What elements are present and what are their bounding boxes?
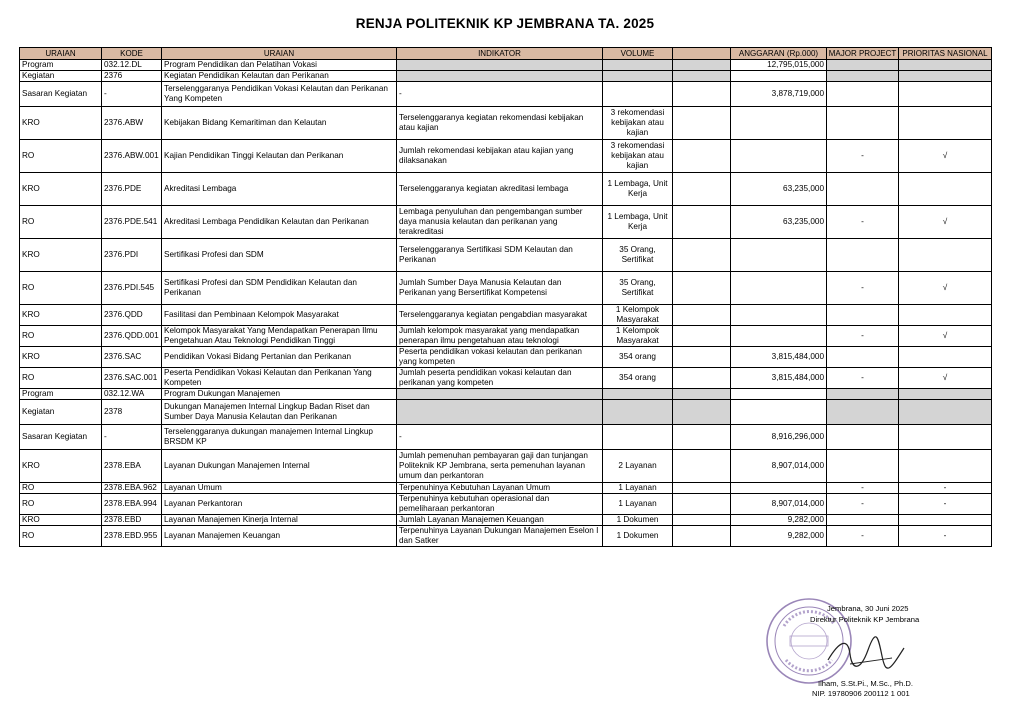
cell-anggaran: 3,815,484,000 bbox=[731, 347, 827, 368]
cell-jenis: KRO bbox=[20, 515, 102, 526]
col-header bbox=[673, 48, 731, 60]
col-header: KODE bbox=[102, 48, 162, 60]
cell-prioritas: √ bbox=[899, 326, 992, 347]
col-header: PRIORITAS NASIONAL bbox=[899, 48, 992, 60]
cell-kode: 2376.SAC bbox=[102, 347, 162, 368]
cell-uraian: Kelompok Masyarakat Yang Mendapatkan Penerapan Ilmu Pengetahuan Atau Teknologi Pendidikan Tinggi bbox=[162, 326, 397, 347]
signature-position: Direktur Politeknik KP Jembrana bbox=[810, 615, 920, 624]
cell-blank bbox=[673, 368, 731, 389]
cell-blank bbox=[673, 107, 731, 140]
cell-jenis: RO bbox=[20, 140, 102, 173]
cell-jenis: KRO bbox=[20, 239, 102, 272]
cell-major bbox=[827, 305, 899, 326]
cell-kode: 2378 bbox=[102, 400, 162, 425]
cell-anggaran: 9,282,000 bbox=[731, 526, 827, 547]
cell-major: - bbox=[827, 494, 899, 515]
cell-prioritas bbox=[899, 305, 992, 326]
cell-major: - bbox=[827, 368, 899, 389]
cell-anggaran bbox=[731, 71, 827, 82]
cell-uraian: Akreditasi Lembaga Pendidikan Kelautan dan Perikanan bbox=[162, 206, 397, 239]
cell-blank bbox=[673, 272, 731, 305]
cell-kode: 2376.PDE bbox=[102, 173, 162, 206]
cell-indikator bbox=[397, 71, 603, 82]
cell-blank bbox=[673, 347, 731, 368]
cell-indikator: Jumlah Sumber Daya Manusia Kelautan dan Perikanan yang Bersertifikat Kompetensi bbox=[397, 272, 603, 305]
cell-prioritas: √ bbox=[899, 368, 992, 389]
cell-kode: 2376 bbox=[102, 71, 162, 82]
cell-blank bbox=[673, 483, 731, 494]
cell-volume: 1 Layanan bbox=[603, 483, 673, 494]
cell-jenis: RO bbox=[20, 326, 102, 347]
cell-major: - bbox=[827, 526, 899, 547]
cell-anggaran: 63,235,000 bbox=[731, 206, 827, 239]
cell-anggaran bbox=[731, 107, 827, 140]
cell-anggaran bbox=[731, 140, 827, 173]
cell-uraian: Kajian Pendidikan Tinggi Kelautan dan Perikanan bbox=[162, 140, 397, 173]
cell-volume bbox=[603, 60, 673, 71]
cell-jenis: RO bbox=[20, 483, 102, 494]
cell-kode: 2376.ABW bbox=[102, 107, 162, 140]
cell-blank bbox=[673, 239, 731, 272]
cell-prioritas: - bbox=[899, 483, 992, 494]
cell-jenis: RO bbox=[20, 368, 102, 389]
cell-major bbox=[827, 71, 899, 82]
cell-volume bbox=[603, 400, 673, 425]
cell-major bbox=[827, 400, 899, 425]
cell-indikator: Terselenggaranya kegiatan rekomendasi kebijakan atau kajian bbox=[397, 107, 603, 140]
table-row bbox=[20, 107, 992, 140]
table-row bbox=[20, 272, 992, 305]
cell-indikator: Lembaga penyuluhan dan pengembangan sumber daya manusia kelautan dan perikanan yang terakreditasi bbox=[397, 206, 603, 239]
cell-blank bbox=[673, 206, 731, 239]
cell-blank bbox=[673, 515, 731, 526]
table-body bbox=[20, 60, 992, 547]
cell-uraian: Layanan Dukungan Manajemen Internal bbox=[162, 450, 397, 483]
cell-uraian: Program Dukungan Manajemen bbox=[162, 389, 397, 400]
signature-date: Jembrana, 30 Juni 2025 bbox=[827, 604, 909, 613]
cell-uraian: Peserta Pendidikan Vokasi Kelautan dan Perikanan Yang Kompeten bbox=[162, 368, 397, 389]
table-row bbox=[20, 140, 992, 173]
cell-kode: - bbox=[102, 425, 162, 450]
col-header: URAIAN bbox=[20, 48, 102, 60]
cell-blank bbox=[673, 82, 731, 107]
cell-jenis: KRO bbox=[20, 107, 102, 140]
cell-uraian: Kebijakan Bidang Kemaritiman dan Kelautan bbox=[162, 107, 397, 140]
cell-major bbox=[827, 173, 899, 206]
cell-prioritas: √ bbox=[899, 206, 992, 239]
document-title: RENJA POLITEKNIK KP JEMBRANA TA. 2025 bbox=[355, 16, 655, 31]
table-row bbox=[20, 239, 992, 272]
cell-jenis: RO bbox=[20, 526, 102, 547]
cell-prioritas bbox=[899, 347, 992, 368]
cell-prioritas: - bbox=[899, 494, 992, 515]
cell-uraian: Terselenggaranya dukungan manajemen Internal Lingkup BRSDM KP bbox=[162, 425, 397, 450]
cell-kode: 2376.ABW.001 bbox=[102, 140, 162, 173]
cell-blank bbox=[673, 173, 731, 206]
cell-volume: 1 Dokumen bbox=[603, 515, 673, 526]
table-row bbox=[20, 206, 992, 239]
cell-volume: 3 rekomendasi kebijakan atau kajian bbox=[603, 107, 673, 140]
handwritten-signature bbox=[820, 630, 910, 680]
table-row bbox=[20, 483, 992, 494]
cell-indikator: - bbox=[397, 425, 603, 450]
cell-anggaran: 12,795,015,000 bbox=[731, 60, 827, 71]
cell-blank bbox=[673, 526, 731, 547]
cell-kode: 032.12.WA bbox=[102, 389, 162, 400]
table-row bbox=[20, 400, 992, 425]
cell-uraian: Fasilitasi dan Pembinaan Kelompok Masyarakat bbox=[162, 305, 397, 326]
cell-anggaran: 3,878,719,000 bbox=[731, 82, 827, 107]
cell-major bbox=[827, 82, 899, 107]
cell-anggaran bbox=[731, 239, 827, 272]
cell-major bbox=[827, 515, 899, 526]
cell-jenis: RO bbox=[20, 272, 102, 305]
cell-indikator: Peserta pendidikan vokasi kelautan dan perikanan yang kompeten bbox=[397, 347, 603, 368]
cell-anggaran bbox=[731, 483, 827, 494]
cell-prioritas: - bbox=[899, 526, 992, 547]
cell-major bbox=[827, 389, 899, 400]
cell-major bbox=[827, 450, 899, 483]
cell-jenis: KRO bbox=[20, 347, 102, 368]
cell-prioritas bbox=[899, 173, 992, 206]
cell-blank bbox=[673, 494, 731, 515]
cell-major: - bbox=[827, 206, 899, 239]
cell-anggaran bbox=[731, 272, 827, 305]
cell-blank bbox=[673, 326, 731, 347]
cell-uraian: Layanan Umum bbox=[162, 483, 397, 494]
cell-anggaran: 9,282,000 bbox=[731, 515, 827, 526]
cell-jenis: RO bbox=[20, 206, 102, 239]
signature-block bbox=[760, 588, 1005, 708]
cell-kode: 2376.PDI.545 bbox=[102, 272, 162, 305]
cell-indikator bbox=[397, 400, 603, 425]
cell-jenis: Kegiatan bbox=[20, 71, 102, 82]
cell-prioritas: √ bbox=[899, 140, 992, 173]
cell-jenis: Sasaran Kegiatan bbox=[20, 82, 102, 107]
cell-kode: - bbox=[102, 82, 162, 107]
cell-uraian: Sertifikasi Profesi dan SDM bbox=[162, 239, 397, 272]
table-row bbox=[20, 82, 992, 107]
cell-blank bbox=[673, 389, 731, 400]
cell-prioritas bbox=[899, 82, 992, 107]
table-row bbox=[20, 425, 992, 450]
cell-uraian: Akreditasi Lembaga bbox=[162, 173, 397, 206]
cell-prioritas bbox=[899, 400, 992, 425]
cell-prioritas bbox=[899, 450, 992, 483]
cell-jenis: Program bbox=[20, 60, 102, 71]
cell-kode: 2376.QDD bbox=[102, 305, 162, 326]
cell-uraian: Kegiatan Pendidikan Kelautan dan Perikanan bbox=[162, 71, 397, 82]
col-header: INDIKATOR bbox=[397, 48, 603, 60]
cell-uraian: Dukungan Manajemen Internal Lingkup Badan Riset dan Sumber Daya Manusia Kelautan dan Perikanan bbox=[162, 400, 397, 425]
cell-anggaran: 3,815,484,000 bbox=[731, 368, 827, 389]
cell-anggaran: 63,235,000 bbox=[731, 173, 827, 206]
cell-anggaran: 8,907,014,000 bbox=[731, 494, 827, 515]
cell-kode: 2378.EBD.955 bbox=[102, 526, 162, 547]
table-row bbox=[20, 71, 992, 82]
cell-indikator: Terpenuhinya kebutuhan operasional dan pemeliharaan perkantoran bbox=[397, 494, 603, 515]
cell-jenis: RO bbox=[20, 494, 102, 515]
cell-uraian: Pendidikan Vokasi Bidang Pertanian dan Perikanan bbox=[162, 347, 397, 368]
cell-anggaran: 8,907,014,000 bbox=[731, 450, 827, 483]
cell-volume: 1 Lembaga, Unit Kerja bbox=[603, 173, 673, 206]
cell-major bbox=[827, 347, 899, 368]
cell-uraian: Layanan Manajemen Kinerja Internal bbox=[162, 515, 397, 526]
cell-volume: 1 Lembaga, Unit Kerja bbox=[603, 206, 673, 239]
cell-blank bbox=[673, 60, 731, 71]
cell-indikator: - bbox=[397, 82, 603, 107]
cell-indikator: Jumlah peserta pendidikan vokasi kelautan dan perikanan yang kompeten bbox=[397, 368, 603, 389]
table-row bbox=[20, 60, 992, 71]
cell-indikator bbox=[397, 389, 603, 400]
cell-kode: 032.12.DL bbox=[102, 60, 162, 71]
cell-volume: 1 Layanan bbox=[603, 494, 673, 515]
col-header: ANGGARAN (Rp.000) bbox=[731, 48, 827, 60]
col-header: VOLUME bbox=[603, 48, 673, 60]
cell-prioritas bbox=[899, 389, 992, 400]
cell-indikator bbox=[397, 60, 603, 71]
cell-volume: 1 Kelompok Masyarakat bbox=[603, 326, 673, 347]
cell-volume: 1 Dokumen bbox=[603, 526, 673, 547]
cell-anggaran: 8,916,296,000 bbox=[731, 425, 827, 450]
cell-jenis: KRO bbox=[20, 173, 102, 206]
cell-blank bbox=[673, 140, 731, 173]
cell-jenis: KRO bbox=[20, 450, 102, 483]
renja-table bbox=[19, 47, 992, 547]
cell-major: - bbox=[827, 483, 899, 494]
cell-prioritas bbox=[899, 107, 992, 140]
cell-kode: 2378.EBD bbox=[102, 515, 162, 526]
cell-indikator: Terpenuhinya Kebutuhan Layanan Umum bbox=[397, 483, 603, 494]
cell-anggaran bbox=[731, 389, 827, 400]
cell-volume bbox=[603, 389, 673, 400]
cell-blank bbox=[673, 71, 731, 82]
cell-major bbox=[827, 425, 899, 450]
table-row bbox=[20, 173, 992, 206]
cell-uraian: Sertifikasi Profesi dan SDM Pendidikan Kelautan dan Perikanan bbox=[162, 272, 397, 305]
cell-kode: 2376.PDI bbox=[102, 239, 162, 272]
header-row bbox=[20, 48, 992, 60]
cell-major: - bbox=[827, 140, 899, 173]
cell-kode: 2376.SAC.001 bbox=[102, 368, 162, 389]
signature-nip: NIP. 19780906 200112 1 001 bbox=[812, 689, 910, 698]
cell-anggaran bbox=[731, 305, 827, 326]
cell-indikator: Jumlah pemenuhan pembayaran gaji dan tunjangan Politeknik KP Jembrana, serta pemenuhan layanan umum dan perkantoran bbox=[397, 450, 603, 483]
cell-major: - bbox=[827, 326, 899, 347]
cell-volume bbox=[603, 425, 673, 450]
cell-volume: 1 Kelompok Masyarakat bbox=[603, 305, 673, 326]
cell-volume: 354 orang bbox=[603, 347, 673, 368]
cell-blank bbox=[673, 425, 731, 450]
cell-major: - bbox=[827, 272, 899, 305]
cell-prioritas bbox=[899, 60, 992, 71]
cell-kode: 2376.PDE.541 bbox=[102, 206, 162, 239]
table-row bbox=[20, 526, 992, 547]
cell-major bbox=[827, 239, 899, 272]
cell-uraian: Layanan Manajemen Keuangan bbox=[162, 526, 397, 547]
cell-indikator: Terselenggaranya kegiatan pengabdian masyarakat bbox=[397, 305, 603, 326]
cell-volume: 3 rekomendasi kebijakan atau kajian bbox=[603, 140, 673, 173]
cell-prioritas bbox=[899, 515, 992, 526]
table-row bbox=[20, 368, 992, 389]
cell-kode: 2378.EBA bbox=[102, 450, 162, 483]
cell-prioritas: √ bbox=[899, 272, 992, 305]
table-row bbox=[20, 450, 992, 483]
cell-kode: 2378.EBA.994 bbox=[102, 494, 162, 515]
table-row bbox=[20, 347, 992, 368]
cell-jenis: Kegiatan bbox=[20, 400, 102, 425]
cell-volume bbox=[603, 71, 673, 82]
cell-prioritas bbox=[899, 425, 992, 450]
signature-name: Ilham, S.St.Pi., M.Sc., Ph.D. bbox=[818, 679, 913, 688]
cell-indikator: Terpenuhinya Layanan Dukungan Manajemen Eselon I dan Satker bbox=[397, 526, 603, 547]
cell-major bbox=[827, 60, 899, 71]
table-row bbox=[20, 305, 992, 326]
cell-prioritas bbox=[899, 239, 992, 272]
cell-uraian: Layanan Perkantoran bbox=[162, 494, 397, 515]
cell-indikator: Jumlah Layanan Manajemen Keuangan bbox=[397, 515, 603, 526]
cell-anggaran bbox=[731, 400, 827, 425]
cell-indikator: Jumlah rekomendasi kebijakan atau kajian yang dilaksanakan bbox=[397, 140, 603, 173]
cell-kode: 2378.EBA.962 bbox=[102, 483, 162, 494]
table-row bbox=[20, 515, 992, 526]
cell-indikator: Terselenggaranya kegiatan akreditasi lembaga bbox=[397, 173, 603, 206]
cell-anggaran bbox=[731, 326, 827, 347]
cell-blank bbox=[673, 400, 731, 425]
cell-blank bbox=[673, 450, 731, 483]
cell-blank bbox=[673, 305, 731, 326]
cell-volume bbox=[603, 82, 673, 107]
table-row bbox=[20, 389, 992, 400]
col-header: URAIAN bbox=[162, 48, 397, 60]
cell-volume: 354 orang bbox=[603, 368, 673, 389]
cell-major bbox=[827, 107, 899, 140]
cell-volume: 35 Orang, Sertifikat bbox=[603, 272, 673, 305]
cell-uraian: Terselenggaranya Pendidikan Vokasi Kelautan dan Perikanan Yang Kompeten bbox=[162, 82, 397, 107]
cell-volume: 35 Orang, Sertifikat bbox=[603, 239, 673, 272]
cell-jenis: Sasaran Kegiatan bbox=[20, 425, 102, 450]
cell-kode: 2376.QDD.001 bbox=[102, 326, 162, 347]
cell-uraian: Program Pendidikan dan Pelatihan Vokasi bbox=[162, 60, 397, 71]
table-row bbox=[20, 326, 992, 347]
cell-jenis: Program bbox=[20, 389, 102, 400]
cell-jenis: KRO bbox=[20, 305, 102, 326]
cell-indikator: Terselenggaranya Sertifikasi SDM Kelautan dan Perikanan bbox=[397, 239, 603, 272]
table-row bbox=[20, 494, 992, 515]
cell-indikator: Jumlah kelompok masyarakat yang mendapatkan penerapan ilmu pengetahuan atau teknologi bbox=[397, 326, 603, 347]
cell-volume: 2 Layanan bbox=[603, 450, 673, 483]
col-header: MAJOR PROJECT bbox=[827, 48, 899, 60]
cell-prioritas bbox=[899, 71, 992, 82]
